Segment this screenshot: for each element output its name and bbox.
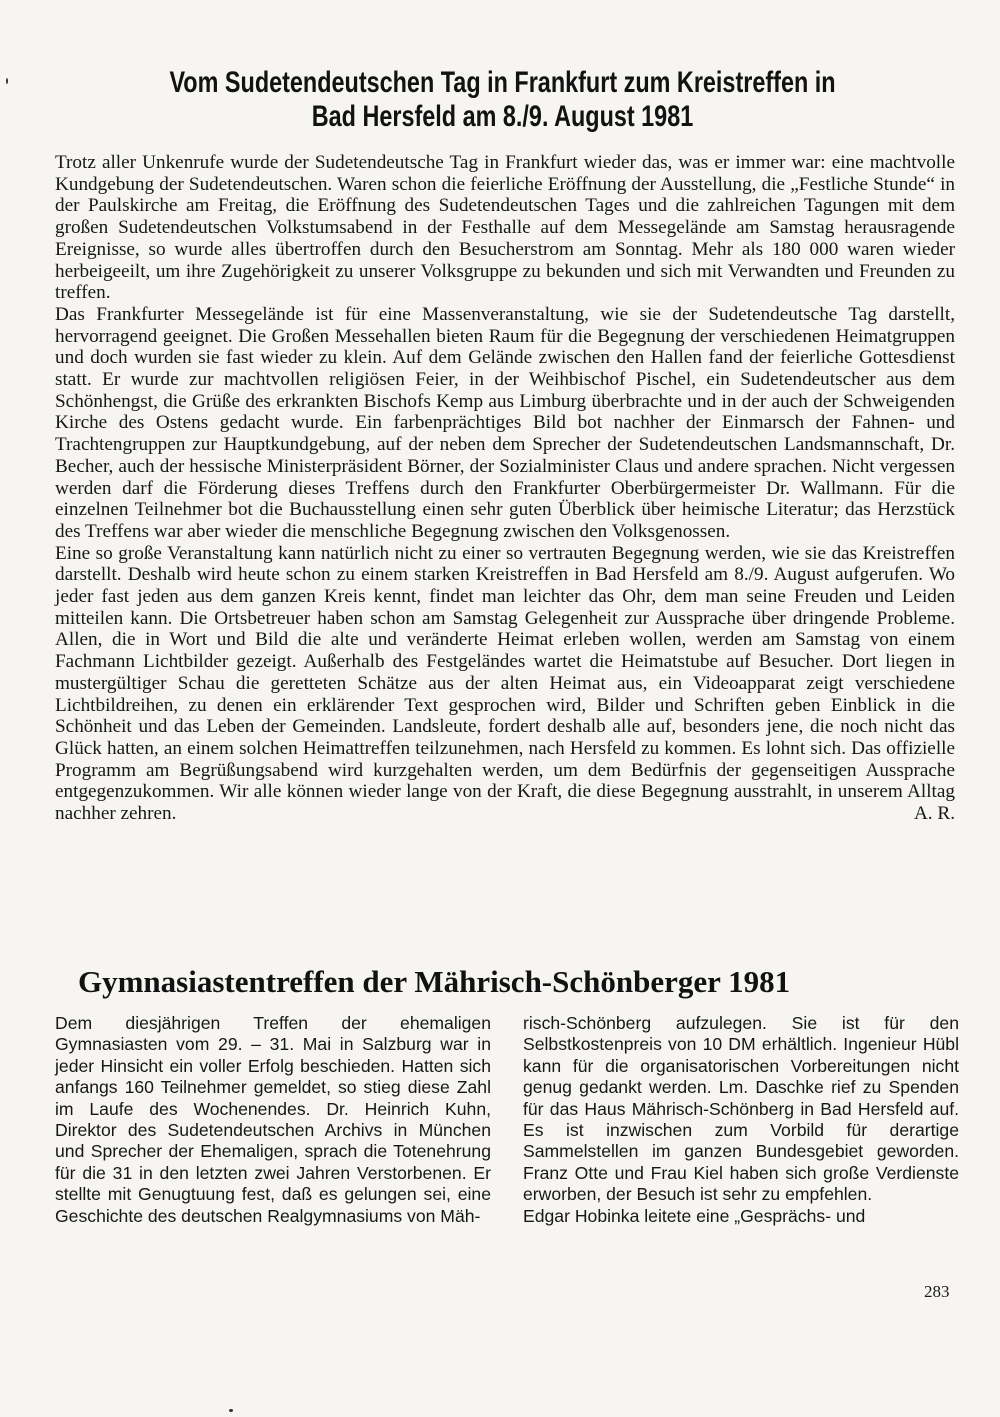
- article1-headline-line2: Bad Hersfeld am 8./9. August 1981: [311, 100, 694, 133]
- article1-paragraph-text: Eine so große Veranstaltung kann natürlich nicht zu einer so vertrauten Begegnung werden, wie sie das Kreistreffen darstellt. Deshalb wird heute schon zu einem starken Kreistreffen in Bad Hersfeld am 8./9. August aufgerufen. Wo jeder fast jeden aus dem ganzen Kreis kennt, findet man leichter das Ohr, dem man seine Freuden und Leiden mitteilen kann. Die Ortsbetreuer haben schon am Samstag Gelegenheit zur Aussprache über dringende Probleme. Allen, die in Wort und Bild die alte und veränderte Heimat erleben wollen, werden am Samstag von einem Fachmann Lichtbilder gezeigt. Außerhalb des Festgeländes wartet die Heimatstube auf Besucher. Dort liegen in mustergültiger Schau die geretteten Schätze aus der alten Heimat aus, ein Videoapparat zeigt verschiedene Lichtbildreihen, zu denen ein erklärender Text gesprochen wird, Bilder und Schriften geben Einblick in die Schönheit und das Leben der Gemeinden. Landsleute, fordert deshalb alle auf, besonders jene, die noch nicht das Glück hatten, an einem solchen Heimattreffen teilzunehmen, nach Hersfeld zu kommen. Es lohnt sich. Das offizielle Programm am Begrüßungsabend wird kurzgehalten werden, um dem Bedürfnis der gegenseitigen Aussprache entgegenzukommen. Wir alle können wieder lange von der Kraft, die diese Begegnung ausstrahlt, in unserem Alltag nachher zehren.: [55, 542, 955, 825]
- article1-headline: [153, 66, 851, 134]
- article2-paragraph: risch-Schönberg aufzulegen. Sie ist für den Selbstkostenpreis von 10 DM erhältlich. Ingenieur Hübl kann für die organisatorischen Vorbereitungen nicht genug gedankt werden. Lm. Daschke rief zu Spenden für das Haus Mährisch-Schönberg in Bad Hersfeld auf. Es ist inzwischen zum Vorbild für derartige Sammelstellen im ganzen Bundesgebiet geworden. Franz Otte und Frau Kiel haben sich große Verdienste erworben, der Besuch ist sehr zu empfehlen.: [523, 1013, 959, 1205]
- article2-headline: Gymnasiastentreffen der Mährisch-Schönberger 1981: [78, 964, 791, 999]
- article1-paragraph: Das Frankfurter Messegelände ist für eine Massenveranstaltung, wie sie der Sudetendeutsche Tag darstellt, hervorragend geeignet. Die Großen Messehallen bieten Raum für die Begegnung der verschiedenen Heimatgruppen und doch wurden sie fast wieder zu klein. Auf dem Gelände zwischen den Hallen fand der feierliche Gottesdienst statt. Er wurde zur machtvollen religiösen Feier, in der Weihbischof Pischel, ein Sudetendeutscher aus dem Schönhengst, die Grüße des erkrankten Bischofs Kemp aus Limburg überbrachte und in der auch der Schweigenden Kirche des Ostens gedacht wurde. Ein farbenprächtiges Bild bot nachher der Einmarsch der Fahnen- und Trachtengruppen zur Hauptkundgebung, auf der neben dem Sprecher der Sudetendeutschen Landsmannschaft, Dr. Becher, auch der hessische Ministerpräsident Börner, der Sozialminister Claus und andere sprachen. Nicht vergessen werden darf die Förderung dieses Treffens durch den Frankfurter Oberbürgermeister Dr. Wallmann. Für die einzelnen Teilnehmer bot die Buchausstellung einen sehr guten Überblick über heimische Literatur; das Herzstück des Treffens war aber wieder die menschliche Begegnung zwischen den Volksgenossen.: [55, 303, 955, 542]
- author-signature: A. R.: [913, 803, 955, 825]
- article2-right-column: [523, 1013, 959, 1227]
- article1-headline-line1: Vom Sudetendeutschen Tag in Frankfurt zum Kreistreffen in: [169, 66, 836, 99]
- print-speck: [229, 1409, 233, 1412]
- article2-paragraph: Edgar Hobinka leitete eine „Gesprächs- und: [523, 1205, 866, 1226]
- article1-paragraph: Trotz aller Unkenrufe wurde der Sudetendeutsche Tag in Frankfurt wieder das, was er immer war: eine machtvolle Kundgebung der Sudetendeutschen. Waren schon die feierliche Eröffnung der Ausstellung, die „Festliche Stunde“ in der Paulskirche am Freitag, die Eröffnung des Sudetendeutschen Tages und die zahlreichen Tagungen mit dem großen Sudetendeutschen Volkstumsabend in der Festhalle auf dem Messegelände am Samstag herausragende Ereignisse, so wurde alles übertroffen durch den Besucherstrom am Sonntag. Mehr als 180 000 waren wieder herbeigeeilt, um ihre Zugehörigkeit zu unserer Volksgruppe zu bekunden und sich mit Verwandten und Freunden zu treffen.: [55, 152, 955, 304]
- article1-body: [55, 152, 955, 825]
- article2-paragraph: Dem diesjährigen Treffen der ehemaligen Gymnasiasten vom 29. – 31. Mai in Salzburg war in jeder Hinsicht ein voller Erfolg beschieden. Hatten sich anfangs 160 Teilnehmer gemeldet, so stieg diese Zahl im Laufe des Wochenendes. Dr. Heinrich Kuhn, Direktor des Sudetendeutschen Archivs in München und Sprecher der Ehemaligen, sprach die Totenehrung für die 31 in den letzten zwei Jahren Verstorbenen. Er stellte mit Genugtuung fest, daß es gelungen sei, eine Geschichte des deutschen Realgymnasiums von Mäh-: [55, 1013, 491, 1226]
- article2-left-column: [55, 1013, 491, 1227]
- page-number: 283: [924, 1282, 950, 1301]
- article1-paragraph: [55, 543, 955, 825]
- print-speck: [6, 78, 8, 84]
